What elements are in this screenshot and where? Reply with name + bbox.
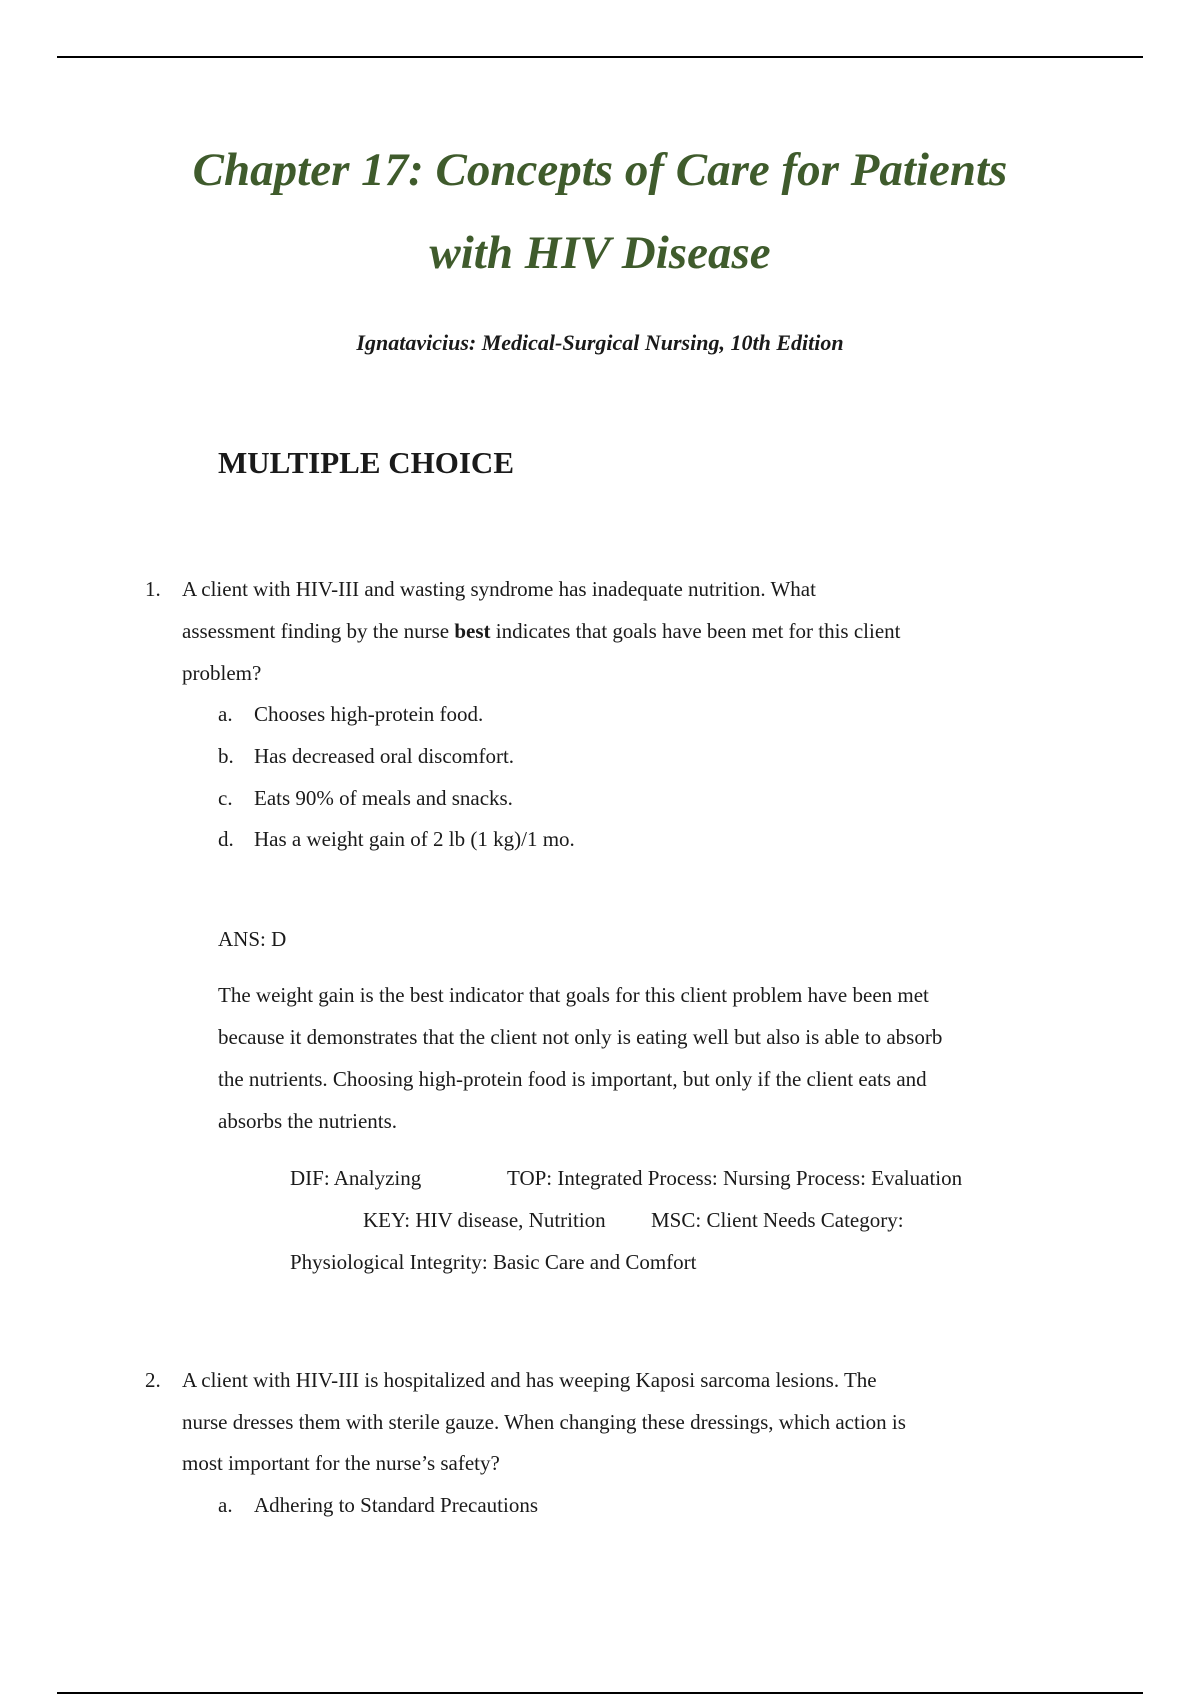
question-stem-line: A client with HIV-III and wasting syndrome has inadequate nutrition. What — [182, 577, 816, 601]
rationale-line: absorbs the nutrients. — [218, 1109, 398, 1133]
option-letter: a. — [218, 1493, 233, 1517]
msc-tag: MSC: Client Needs Category: — [651, 1208, 904, 1232]
option-letter: c. — [218, 786, 233, 810]
stem-emphasis: best — [454, 619, 491, 643]
option-text: Eats 90% of meals and snacks. — [254, 786, 513, 810]
msc-tag-continued: Physiological Integrity: Basic Care and Comfort — [290, 1250, 697, 1274]
book-subtitle: Ignatavicius: Medical-Surgical Nursing, 10th Edition — [356, 330, 844, 355]
section-heading: MULTIPLE CHOICE — [218, 445, 514, 480]
option-text: Chooses high-protein food. — [254, 702, 484, 726]
rationale-line: because it demonstrates that the client not only is eating well but also is able to absorb — [218, 1025, 943, 1049]
question-number: 2. — [145, 1368, 161, 1392]
question-stem-line: A client with HIV-III is hospitalized and has weeping Kaposi sarcoma lesions. The — [182, 1368, 877, 1392]
stem-text: assessment finding by the nurse — [182, 619, 455, 643]
option-letter: b. — [218, 744, 234, 768]
bottom-rule — [57, 1692, 1143, 1694]
stem-text: indicates that goals have been met for this client — [490, 619, 901, 643]
rationale-line: the nutrients. Choosing high-protein food is important, but only if the client eats and — [218, 1067, 927, 1091]
option-text: Has decreased oral discomfort. — [254, 744, 515, 768]
option-letter: d. — [218, 827, 234, 851]
top-rule — [57, 56, 1143, 58]
option-text: Has a weight gain of 2 lb (1 kg)/1 mo. — [254, 827, 575, 851]
option-letter: a. — [218, 702, 233, 726]
question-stem-line: problem? — [182, 661, 262, 685]
topic-tag: TOP: Integrated Process: Nursing Process: Evaluation — [507, 1166, 963, 1190]
question-number: 1. — [145, 577, 161, 601]
question-stem-line — [182, 619, 901, 644]
difficulty-tag: DIF: Analyzing — [290, 1166, 422, 1190]
option-text: Adhering to Standard Precautions — [254, 1493, 539, 1517]
answer-key: ANS: D — [218, 927, 287, 951]
chapter-title-line-1: Chapter 17: Concepts of Care for Patients — [192, 144, 1008, 196]
key-tag: KEY: HIV disease, Nutrition — [363, 1208, 606, 1232]
question-stem-line: most important for the nurse’s safety? — [182, 1451, 500, 1475]
question-stem-line: nurse dresses them with sterile gauze. When changing these dressings, which action is — [182, 1410, 906, 1434]
chapter-title-line-2: with HIV Disease — [429, 227, 771, 279]
rationale-line: The weight gain is the best indicator that goals for this client problem have been met — [218, 983, 929, 1007]
